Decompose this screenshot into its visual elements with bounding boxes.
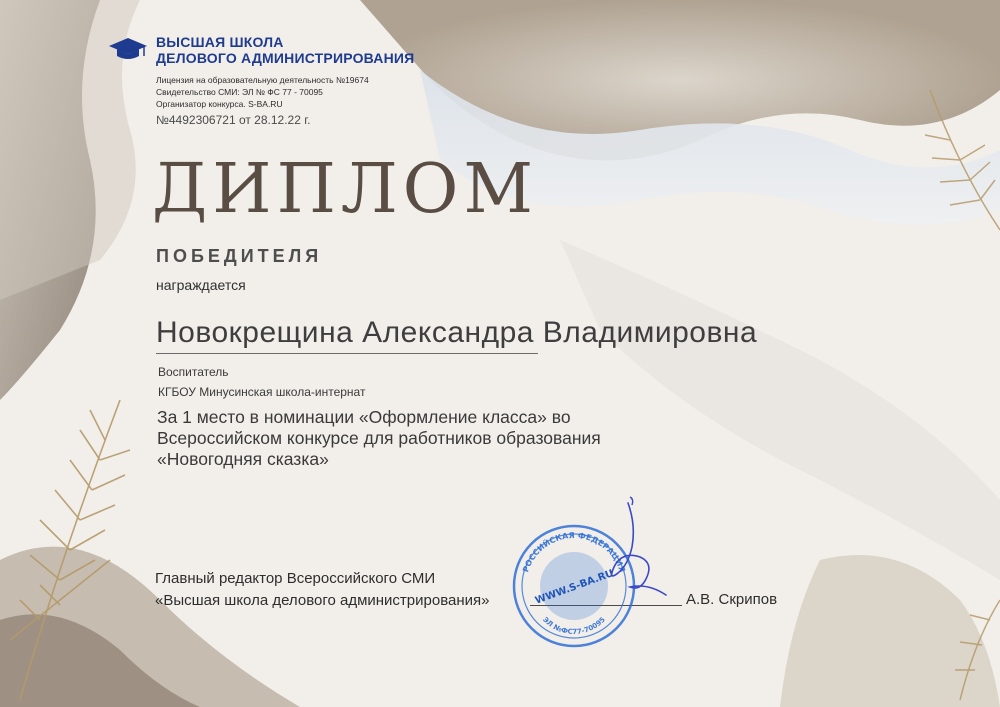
signer-title-line1: Главный редактор Всероссийского СМИ <box>155 570 436 587</box>
signer-title-line2: «Высшая школа делового администрирования» <box>155 592 490 609</box>
graduation-cap-icon <box>108 36 148 62</box>
award-reason <box>157 407 601 470</box>
awarded-label: награждается <box>156 277 246 293</box>
name-underline <box>156 353 538 354</box>
recipient-institution: КГБОУ Минусинская школа-интернат <box>158 385 366 399</box>
award-reason-line2: Всероссийском конкурсе для работников образования <box>157 428 601 448</box>
recipient-details <box>158 362 365 402</box>
organization-name-line1: ВЫСШАЯ ШКОЛА <box>156 34 284 50</box>
award-reason-line1: За 1 место в номинации «Оформление класса» во <box>157 407 571 427</box>
organization-name <box>156 34 414 66</box>
award-reason-line3: «Новогодняя сказка» <box>157 449 329 469</box>
seal-center-text: WWW.S-BA.RU <box>533 568 616 607</box>
recipient-name: Новокрещина Александра Владимировна <box>156 316 758 349</box>
diploma-title: ДИПЛОМ <box>152 150 539 229</box>
organization-info <box>156 74 369 110</box>
seal-ring-text: РОССИЙСКАЯ ФЕДЕРАЦИЯ <box>521 530 627 574</box>
seal-number-text: ЭЛ №ФС77-70095 <box>541 615 607 637</box>
organization-name-line2: ДЕЛОВОГО АДМИНИСТРИРОВАНИЯ <box>156 50 415 66</box>
license-text: Лицензия на образовательную деятельность №19674 <box>156 75 369 85</box>
handwritten-signature-icon <box>588 495 678 605</box>
media-certificate-text: Свидетельство СМИ: ЭЛ № ФС 77 - 70095 <box>156 87 323 97</box>
signer-name: А.В. Скрипов <box>686 591 778 608</box>
document-number: №4492306721 от 28.12.22 г. <box>156 113 311 127</box>
organizer-text: Организатор конкурса. S-BA.RU <box>156 99 283 109</box>
diploma-subtitle: ПОБЕДИТЕЛЯ <box>156 246 323 266</box>
signer-title <box>155 568 489 612</box>
recipient-role: Воспитатель <box>158 365 229 379</box>
